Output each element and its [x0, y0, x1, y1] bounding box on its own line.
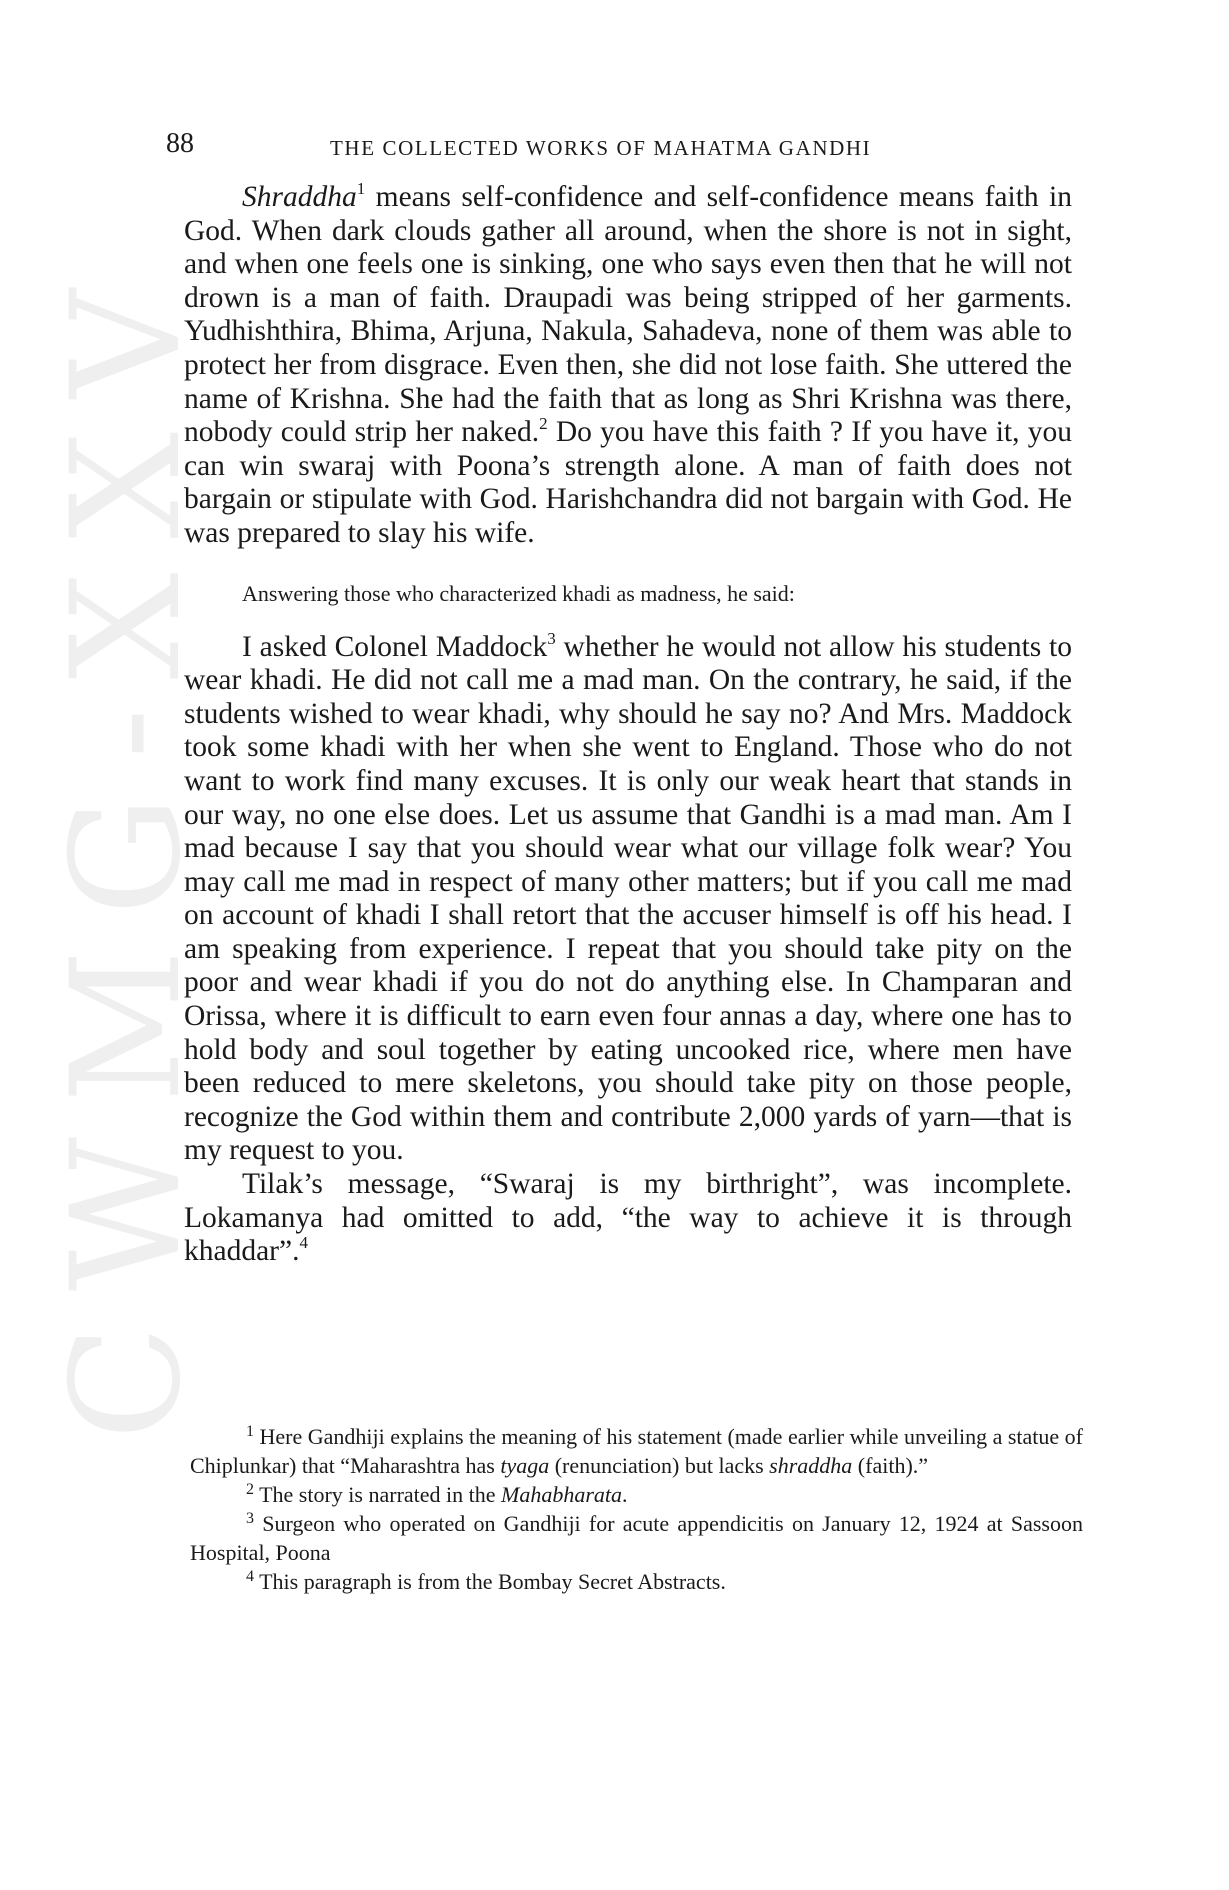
page-number: 88: [166, 128, 194, 159]
paragraph-text: whether he would not allow his students to wear khadi. He did not call me a mad man. On the contrary, he said, if the students wished to wear khadi, why should he say no? And Mrs. Maddock took some khadi with her when she went to England. Those who do not want to work find many excuses. It is only our weak heart that stands in our way, no one else does. Let us assume that Gandhi is a mad man. Am I mad because I say that you should wear what our village folk wear? You may call me mad in respect of many other matters; but if you call me mad on account of khadi I shall retort that the accuser himself is off his head. I am speaking from experience. I repeat that you should take pity on the poor and wear khadi if you do not do anything else. In Champaran and Orissa, where it is difficult to earn even four annas a day, where one has to hold body and soul together by eating uncooked rice, where men have been reduced to mere skeletons, you should take pity on those people, recognize the God within them and contribute 2,000 yards of yarn—that is my request to you.: [184, 630, 1072, 1167]
lead-term: Shraddha: [242, 181, 357, 213]
footnote-term: shraddha: [769, 1453, 853, 1478]
footnote-term: tyaga: [500, 1453, 550, 1478]
footnote: [190, 1422, 1083, 1480]
page-header: [166, 128, 1086, 168]
paragraph-text: Tilak’s message, “Swaraj is my birthright”, was incomplete. Lokamanya had omitted to add, “the way to achieve it is through khaddar”.: [184, 1168, 1072, 1268]
footnote-ref: 2: [539, 414, 548, 434]
paragraph-text: means self-confidence and self-confidence means faith in God. When dark clouds gather all around, when the shore is not in sight, and when one feels one is sinking, one who says even then that he will not drown is a man of faith. Draupadi was being stripped of her garments. Yudhishthira, Bhima, Arjuna, Nakula, Sahadeva, none of them was able to protect her from disgrace. Even then, she did not lose faith. She uttered the name of Krishna. She had the faith that as long as Shri Krishna was there, nobody could strip her naked.: [184, 181, 1072, 449]
footnote-number: 2: [246, 1481, 254, 1498]
footnote-ref: 4: [299, 1233, 308, 1253]
footnote-ref: 3: [547, 628, 556, 648]
footnote-text: (faith).”: [852, 1453, 929, 1478]
footnote-text: Surgeon who operated on Gandhiji for acute appendicitis on January 12, 1924 at Sassoon Hospital, Poona: [190, 1511, 1083, 1565]
footnotes: [190, 1422, 1083, 1596]
main-text: [184, 181, 1072, 1269]
paragraph-text: I asked Colonel Maddock: [242, 630, 548, 663]
paragraph-text: Do you have this faith ? If you have it, you can win swaraj with Poona’s strength alone. A man of faith does not bargain or stipulate with God. Harishchandra did not bargain with God. He was prepared to slay his wife.: [184, 416, 1072, 549]
footnote-text: This paragraph is from the Bombay Secret Abstracts.: [254, 1569, 726, 1594]
footnote-term: Mahabharata: [501, 1482, 623, 1507]
footnote-number: 1: [246, 1423, 254, 1440]
paragraph: [184, 1168, 1072, 1269]
footnote-text: (renunciation) but lacks: [549, 1453, 770, 1478]
footnote-number: 4: [246, 1568, 254, 1585]
running-head: THE COLLECTED WORKS OF MAHATMA GANDHI: [330, 136, 872, 160]
footnote: [190, 1480, 1083, 1509]
intro-line: Answering those who characterized khadi as madness, he said:: [242, 580, 795, 606]
watermark: CWMG-XXV: [40, 255, 214, 1440]
footnote: [190, 1509, 1083, 1567]
footnote: [190, 1567, 1083, 1596]
footnote-text: The story is narrated in the: [254, 1482, 502, 1507]
paragraph: [184, 181, 1072, 551]
footnote-ref: 1: [356, 179, 366, 198]
paragraph: [184, 628, 1072, 1169]
footnote-text: Here Gandhiji explains the meaning of his statement (made earlier while unveiling a statue of Chiplunkar) that “Maharashtra has: [190, 1424, 1084, 1478]
footnote-number: 3: [246, 1510, 254, 1527]
footnote-text: .: [622, 1482, 628, 1507]
